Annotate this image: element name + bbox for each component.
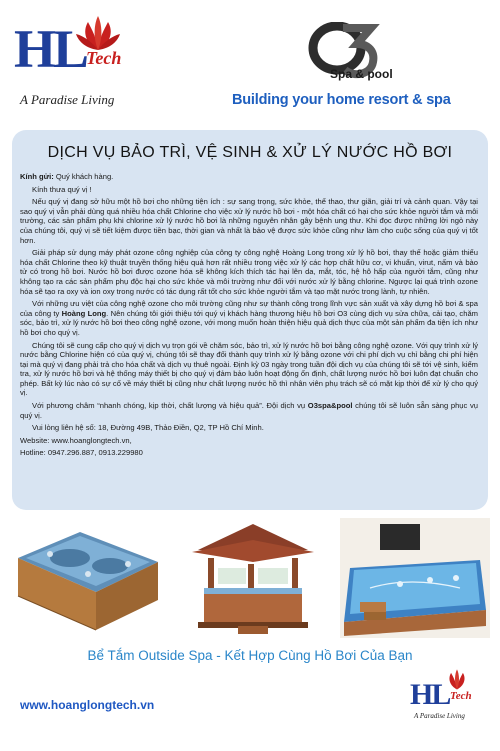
- paragraph-3: [20, 299, 478, 337]
- greeting-label: Kính gửi:: [20, 172, 54, 181]
- article-title: DỊCH VỤ BẢO TRÌ, VỆ SINH & XỬ LÝ NƯỚC HỒ BƠI: [47, 144, 453, 161]
- paragraph-5-text-a: Với phương châm “nhanh chóng, kịp thời, chất lượng và hiệu quả”. Đội dịch vụ: [32, 401, 308, 411]
- website-line: [20, 436, 478, 446]
- footer-logo-tech: Tech: [450, 690, 472, 702]
- website-value[interactable]: www.hoanglongtech.vn,: [49, 435, 132, 445]
- hot-tub-image: [10, 518, 165, 638]
- paragraph-3-text-c: . Nên chúng tôi giới thiệu tới quý vị khách hàng thương hiệu hồ bơi O3 cùng dịch vụ sửa chữa, cải tạo, chăm sóc, bảo trì, xử lý nước hồ bơi theo công nghệ ozone, với mong muốn hoàn thiện hiệu quả dịch thực của một sản phẩm đa tiện ích như hồ bơi cho quý vị.: [20, 308, 479, 337]
- footer-logo-tagline: A Paradise Living: [414, 712, 465, 720]
- article-panel: [12, 130, 488, 510]
- o3-brand-name: Spa & pool: [330, 67, 393, 81]
- website-label: Website:: [20, 435, 50, 445]
- product-caption: Bể Tắm Outside Spa - Kết Hợp Cùng Hồ Bơi Của Bạn: [87, 648, 413, 663]
- hotline-line: [20, 448, 478, 458]
- greeting-value: Quý khách hàng.: [53, 172, 114, 181]
- greeting: [20, 172, 478, 182]
- hotline-value: 0947.296.887, 0913.229980: [45, 448, 143, 458]
- paragraph-3-text-a: Với những ưu việt của công nghệ ozone cho môi trường cũng như sự thành công trong lĩnh vực sản xuất và xây dựng hồ bơi & spa của công ty: [20, 299, 478, 318]
- paragraph-5: [20, 401, 478, 420]
- footer-logo-letters: HL: [410, 678, 450, 711]
- salutation: Kính thưa quý vị !: [32, 184, 92, 194]
- company-name: Hoàng Long: [61, 308, 107, 318]
- footer-hoanglong-logo: [410, 668, 490, 728]
- gazebo-spa-image: [178, 518, 328, 638]
- paragraph-1: Nếu quý vị đang sở hữu một hồ bơi cho những tiện ích : sự sang trọng, sức khỏe, thể thao, thư giãn, giải trí và cảnh quan. Vậy tại sao quý vị vẫn phải dùng quá nhiều hóa chất Chlorine cho việc xử lý nước hồ bơi - một hóa chất có hại cho sức khỏe người tắm và môi trường, các sản phẩm phụ khi chlorine xử lý nước hồ bơi là những nguyên nhân gây bệnh ung thư. Khi đọc được những lời ngỏ này của chúng tôi, quý vị sẽ tiết kiệm được tiền bạc, thời gian và nhất là bảo vệ được sức khỏe cũng như làm cho cuộc sống của quý vị tốt hơn.: [20, 197, 478, 245]
- paragraph-5-text-c: chúng tôi sẽ luôn sẵn sàng phục vụ quý vị.: [20, 401, 478, 420]
- footer-website-link[interactable]: www.hoanglongtech.vn: [20, 698, 155, 712]
- team-name: O3spa&pool: [307, 401, 353, 411]
- paragraph-4: Chúng tôi sẽ cung cấp cho quý vị dịch vụ trọn gói về chăm sóc, bảo trì, xử lý nước hồ bơi bằng công nghệ ozone. Với quy trình xử lý nước bằng Chlorine hiện có của quý vị, chúng tôi sẽ thay đổi thành quy trình xử lý bằng ozone với chi phí dịch vụ chỉ bằng chi phí hiện tại mà quý vị đang phải trả cho hóa chất và dịch vụ thuê ngoài. Định kỳ 03 ngày trong tuần đội dịch vụ của chúng tôi sẽ tới vệ sinh, kiểm tra, xử lý nước hồ bơi và hệ thống máy thiết bị cho quý vị đảm bảo luôn hoạt động ổn định, chất lượng nước hồ bơi luôn đạt chuẩn cho phép. Bất kỳ lúc nào có sự cố về máy thiết bị cũng như chất lượng nước hồ thì nhân viên phụ trách sẽ có mặt kịp thời để xử lý cho quý vị.: [20, 340, 478, 398]
- article-body: [20, 172, 478, 461]
- address: Vui lòng liên hệ số: 18, Đường 49B, Thảo Điền, Q2, TP Hồ Chí Minh.: [32, 423, 264, 433]
- hotline-label: Hotline:: [20, 448, 46, 458]
- o3-slogan: Building your home resort & spa: [232, 92, 451, 108]
- swim-spa-image: [340, 518, 490, 638]
- hl-tagline: A Paradise Living: [20, 92, 115, 107]
- hl-logo-tech: Tech: [86, 48, 122, 68]
- hl-logo-letters: HL: [14, 19, 87, 79]
- paragraph-2: Giải pháp sử dụng máy phát ozone công nghiệp của công ty công nghệ Hoàng Long trong xử lý hồ bơi, thay thế hoặc giảm thiểu hóa chất Chlorine theo kỹ thuật truyền thống hiệu quả hơn rất nhiều trong việc xử lý các hợp chất hữu cơ, vi khuẩn, virut, nấm và bào tử có trong hồ bơi. Nước hồ bơi được ozone hóa sẽ không kích thích tác hại lên da, mắt, tóc, hệ hô hấp của người tắm, cũng như không tạo ra các sản phẩm phụ độc hại cho sức khỏe và môi trường như đối với nước xử lý bằng chlorine. Ngược lại quá trình ozone hóa sẽ tạo ra oxy và ion oxy trong nước có tác dụng rất tốt cho sức khỏe người tắm và tạo mặt nước trong lành, tự nhiên.: [20, 248, 478, 296]
- hoanglong-logo: [14, 14, 164, 109]
